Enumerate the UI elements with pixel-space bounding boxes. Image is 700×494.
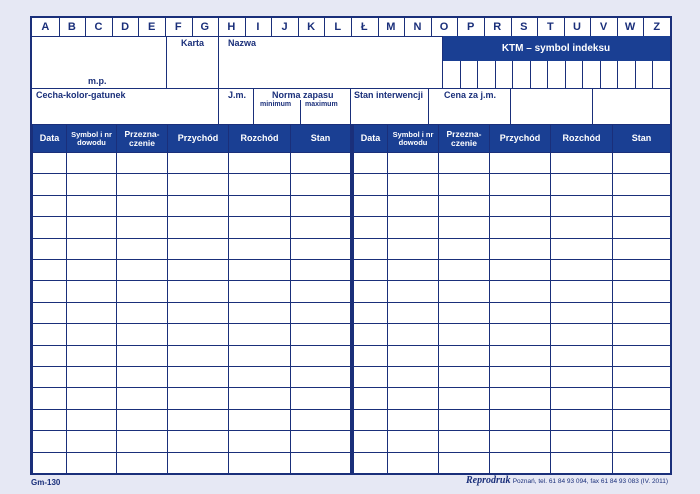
table-row <box>353 173 670 174</box>
table-row <box>32 387 350 388</box>
divider <box>431 18 432 36</box>
letter-cell: U <box>572 21 581 33</box>
table-row <box>353 302 670 303</box>
divider <box>245 18 246 36</box>
column-header-right-1: Symbol i nr dowodu <box>388 125 438 152</box>
table-row <box>32 238 350 239</box>
form-frame <box>30 16 672 475</box>
divider <box>59 18 60 36</box>
letter-cell: Ł <box>360 21 368 33</box>
letter-cell: P <box>466 21 475 33</box>
table-row <box>32 452 350 453</box>
letter-cell: F <box>174 21 182 33</box>
letter-cell: L <box>334 21 342 33</box>
letter-cell: S <box>520 21 528 33</box>
letter-cell: B <box>67 21 76 33</box>
table-row <box>32 409 350 410</box>
column-divider <box>167 124 168 473</box>
column-divider <box>670 124 671 473</box>
table-row <box>353 452 670 453</box>
brand-logo: Reprodruk <box>466 475 511 486</box>
letter-cell: K <box>307 21 316 33</box>
column-divider <box>290 124 291 473</box>
table-row <box>353 387 670 388</box>
letter-cell: G <box>200 21 210 33</box>
table-row <box>353 238 670 239</box>
table-row <box>353 195 670 196</box>
minimum-label: minimum <box>260 101 292 108</box>
column-header-left-0: Data <box>33 125 66 152</box>
divider <box>32 88 670 89</box>
ktm-cell-divider <box>512 61 513 88</box>
divider <box>350 88 351 124</box>
letter-cell: R <box>493 21 502 33</box>
divider <box>617 18 618 36</box>
divider <box>271 18 272 36</box>
divider <box>218 36 219 124</box>
ktm-header: KTM – symbol indeksu <box>442 36 670 61</box>
table-row <box>353 259 670 260</box>
column-divider <box>489 124 490 473</box>
table-row <box>32 430 350 431</box>
table-row <box>32 259 350 260</box>
divider <box>112 18 113 36</box>
column-header-left-3: Przychód <box>168 125 228 152</box>
divider <box>324 18 325 36</box>
column-header-right-2: Przezna-czenie <box>439 125 489 152</box>
letter-cell: O <box>439 21 449 33</box>
column-divider <box>438 124 439 473</box>
table-row <box>353 430 670 431</box>
divider <box>457 18 458 36</box>
divider <box>253 88 254 124</box>
letter-cell: H <box>227 21 236 33</box>
ktm-cell-divider <box>565 61 566 88</box>
letter-cell: I <box>256 21 260 33</box>
maximum-label: maximum <box>305 101 338 108</box>
ktm-cell-divider <box>617 61 618 88</box>
letter-cell: D <box>121 21 130 33</box>
ktm-cell-divider <box>495 61 496 88</box>
table-row <box>32 473 350 474</box>
divider <box>484 18 485 36</box>
form-code: Gm-130 <box>31 478 61 487</box>
letter-cell: Z <box>653 21 661 33</box>
divider <box>165 18 166 36</box>
column-header-right-4: Rozchód <box>551 125 612 152</box>
jm-label: J.m. <box>228 90 247 100</box>
publisher-info <box>466 475 668 486</box>
divider <box>192 18 193 36</box>
letter-cell: N <box>413 21 422 33</box>
letter-cell: M <box>386 21 396 33</box>
letter-cell: A <box>41 21 50 33</box>
divider <box>510 88 511 124</box>
table-row <box>32 323 350 324</box>
nazwa-label: Nazwa <box>228 38 257 48</box>
table-row <box>353 323 670 324</box>
ktm-cell-divider <box>477 61 478 88</box>
table-row <box>353 473 670 474</box>
table-row <box>353 216 670 217</box>
norma-label: Norma zapasu <box>272 90 334 100</box>
letter-cell: J <box>281 21 288 33</box>
table-row <box>353 152 670 153</box>
column-divider <box>32 124 33 473</box>
divider <box>85 18 86 36</box>
letter-cell: W <box>624 21 636 33</box>
letter-cell: C <box>94 21 103 33</box>
ktm-cell-divider <box>635 61 636 88</box>
divider <box>378 18 379 36</box>
divider <box>138 18 139 36</box>
divider <box>300 100 301 124</box>
table-row <box>32 280 350 281</box>
divider <box>428 88 429 124</box>
divider <box>643 18 644 36</box>
ktm-cell-divider <box>460 61 461 88</box>
divider <box>404 18 405 36</box>
column-divider <box>66 124 67 473</box>
table-row <box>32 216 350 217</box>
letter-cell: V <box>599 21 608 33</box>
mp-label: m.p. <box>88 76 107 86</box>
column-divider <box>116 124 117 473</box>
table-row <box>32 195 350 196</box>
table-row <box>32 302 350 303</box>
divider <box>218 18 219 36</box>
divider <box>298 18 299 36</box>
ktm-cell-divider <box>530 61 531 88</box>
table-row <box>353 345 670 346</box>
divider <box>442 36 443 88</box>
ktm-cell-divider <box>582 61 583 88</box>
divider <box>537 18 538 36</box>
table-row <box>32 345 350 346</box>
column-divider <box>550 124 551 473</box>
karta-label: Karta <box>181 38 205 48</box>
ktm-cell-divider <box>600 61 601 88</box>
column-divider <box>612 124 613 473</box>
cecha-label: Cecha-kolor-gatunek <box>36 90 126 100</box>
ktm-cell-divider <box>547 61 548 88</box>
column-divider <box>228 124 229 473</box>
ktm-cell-divider <box>652 61 653 88</box>
column-divider <box>353 124 354 473</box>
letter-cell: E <box>147 21 156 33</box>
divider <box>564 18 565 36</box>
cena-label: Cena za j.m. <box>444 90 497 100</box>
column-header-left-5: Stan <box>291 125 350 152</box>
table-row <box>32 152 350 153</box>
column-divider <box>387 124 388 473</box>
table-row <box>32 173 350 174</box>
table-row <box>353 409 670 410</box>
table-row <box>32 366 350 367</box>
table-row <box>353 280 670 281</box>
column-header-left-1: Symbol i nr dowodu <box>67 125 116 152</box>
column-header-right-3: Przychód <box>490 125 550 152</box>
publisher-text: Poznań, tel. 61 84 93 094, fax 61 84 93 083 (IV. 2011) <box>512 478 669 485</box>
column-header-left-2: Przezna-czenie <box>117 125 167 152</box>
divider <box>351 18 352 36</box>
divider <box>592 88 593 124</box>
divider <box>166 36 167 88</box>
table-row <box>353 366 670 367</box>
letter-cell: T <box>547 21 554 33</box>
stan-interwencji-label: Stan interwencji <box>354 90 424 100</box>
column-header-left-4: Rozchód <box>229 125 290 152</box>
column-header-right-0: Data <box>354 125 387 152</box>
divider <box>511 18 512 36</box>
column-header-right-5: Stan <box>613 125 670 152</box>
divider <box>590 18 591 36</box>
table-separator <box>351 124 353 473</box>
